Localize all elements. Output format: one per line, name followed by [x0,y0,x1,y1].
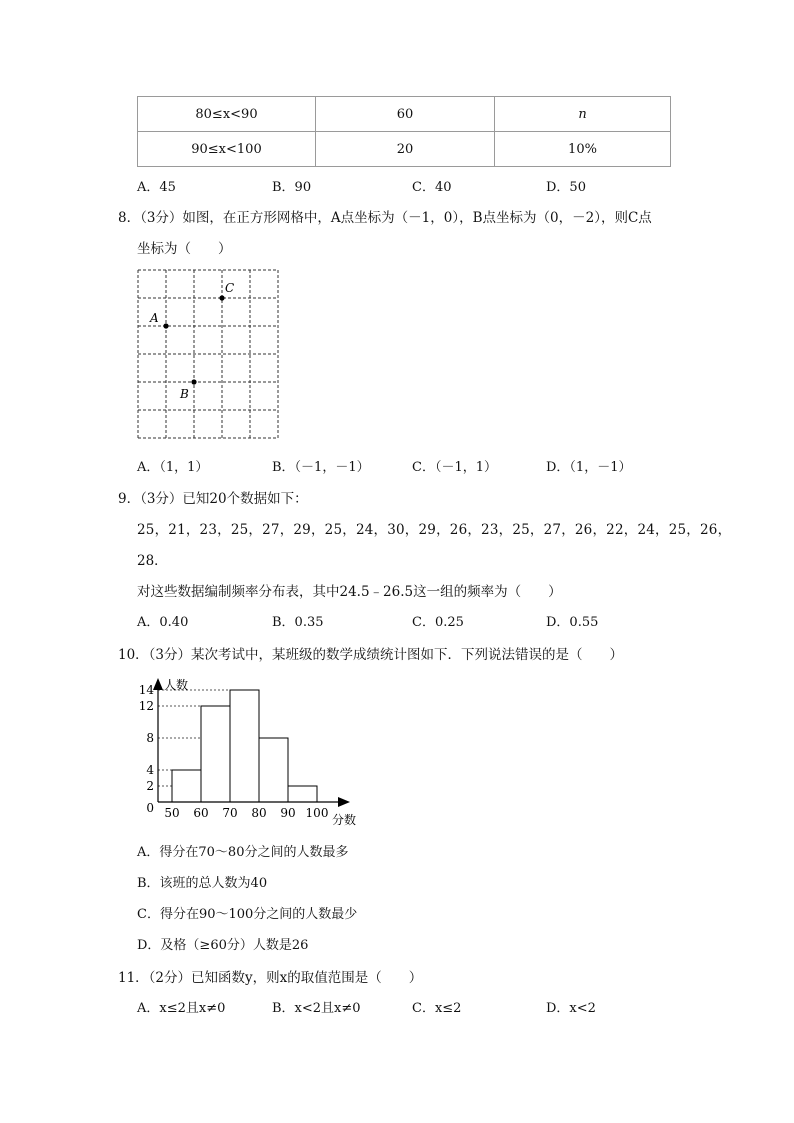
x-tick-label: 70 [222,806,238,820]
y-tick-label: 4 [146,763,154,777]
q8-stem: 8．（3分）如图，在正方形网格中，A点坐标为（－1，0），B点坐标为（0，－2），则C点 [118,210,652,226]
q10-option-c[interactable]: C．得分在90～100分之间的人数最少 [137,907,358,922]
histogram-bar [172,770,201,802]
q10-option-b[interactable]: B．该班的总人数为40 [137,876,268,891]
histogram-bar [230,690,259,802]
point-b [191,379,196,384]
q9-option-a[interactable]: A．0.40 [137,615,189,630]
y-tick-label: 0 [146,801,154,815]
point-a [163,323,168,328]
x-tick-label: 80 [251,806,267,820]
q11-option-a[interactable]: A．x≤2且x≠0 [137,1001,226,1016]
q8-option-c[interactable]: C．（－1，1） [412,460,497,475]
q9-data-line: 25，21，23，25，27，29，25，24，30，29，26，23，25，27，26，22，24，25，26， [137,522,732,538]
q7-option-b[interactable]: B．90 [272,180,312,195]
q9-option-b[interactable]: B．0.35 [272,615,324,630]
q8-option-a[interactable]: A．（1，1） [137,460,209,475]
histogram-bar [288,786,317,802]
histogram-bar [259,738,288,802]
q8-stem-cont: 坐标为（ ） [137,241,232,257]
label-a: A [150,311,159,325]
x-tick-label: 60 [193,806,209,820]
q11-option-b[interactable]: B．x<2且x≠0 [272,1001,361,1016]
q7-option-d[interactable]: D．50 [546,180,586,195]
x-tick-label: 50 [164,806,180,820]
frequency-table [137,96,671,167]
q10-stem: 10．（3分）某次考试中，某班级的数学成绩统计图如下．下列说法错误的是（ ） [118,647,624,663]
q11-option-d[interactable]: D．x<2 [546,1001,596,1016]
y-tick-label: 2 [146,779,154,793]
table-cell: n [495,97,671,132]
point-c [219,295,224,300]
table-cell: 80≤x<90 [138,97,316,132]
table-cell: 20 [316,132,495,167]
x-tick-label: 100 [305,806,329,820]
table-row [138,97,671,132]
label-b: B [180,387,189,401]
q7-option-a[interactable]: A．45 [137,180,176,195]
q9-option-d[interactable]: D．0.55 [546,615,599,630]
x-axis-label: 分数 [332,813,357,827]
q8-option-d[interactable]: D．（1，－1） [546,460,632,475]
y-tick-label: 8 [146,731,154,745]
table-cell: 90≤x<100 [138,132,316,167]
histogram-bar [201,706,230,802]
q9-option-c[interactable]: C．0.25 [412,615,464,630]
coordinate-grid [130,262,290,446]
y-axis-label: 人数 [164,678,189,692]
y-axis-arrow-icon [153,678,163,690]
label-c: C [225,281,235,295]
y-tick-label: 12 [138,699,154,713]
q8-option-b[interactable]: B．（－1，－1） [272,460,370,475]
q9-data-line-end: 28． [137,553,168,569]
x-tick-label: 90 [280,806,296,820]
q9-stem: 9．（3分）已知20个数据如下： [118,491,308,507]
q11-option-c[interactable]: C．x≤2 [412,1001,462,1016]
table-cell: 60 [316,97,495,132]
x-axis-arrow-icon [338,797,350,807]
table-cell: 10% [495,132,671,167]
q10-option-a[interactable]: A．得分在70～80分之间的人数最多 [137,845,349,860]
q11-stem: 11．（2分）已知函数y，则x的取值范围是（ ） [118,970,423,986]
table-row [138,132,671,167]
q10-option-d[interactable]: D．及格（≥60分）人数是26 [137,938,309,953]
q9-question: 对这些数据编制频率分布表，其中24.5﹣26.5这一组的频率为（ ） [137,584,562,600]
q7-option-c[interactable]: C．40 [412,180,452,195]
y-tick-label: 14 [138,683,154,697]
histogram [130,670,370,830]
